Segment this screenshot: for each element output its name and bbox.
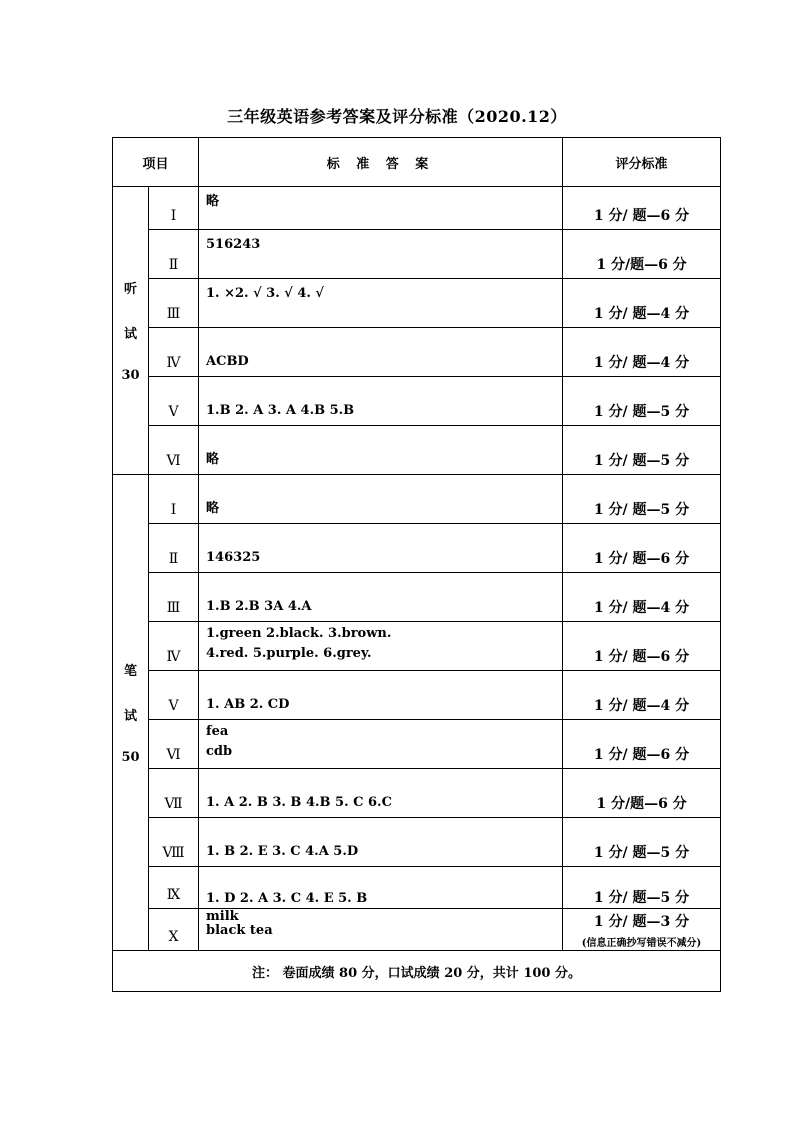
- row-number: Ⅲ: [166, 600, 181, 616]
- answer-text: 516243: [206, 237, 261, 252]
- section-points: 30: [121, 368, 140, 383]
- table-header-row: [113, 138, 721, 187]
- section-char: 试: [123, 327, 137, 342]
- footnote: [113, 951, 721, 992]
- answer-text: milk: [206, 909, 239, 924]
- section-points: 50: [121, 750, 140, 765]
- table-row: [113, 328, 721, 377]
- score-text: 1 分/题—6 分: [596, 796, 687, 812]
- table-row: [113, 867, 721, 909]
- score-text: 1 分/ 题—6 分: [593, 649, 690, 665]
- score-text: 1 分/ 题—6 分: [593, 747, 690, 763]
- row-number: Ⅱ: [168, 257, 179, 273]
- note-row: [113, 951, 721, 992]
- row-number: Ⅳ: [166, 355, 181, 371]
- score-note: (信息正确抄写错误不减分): [581, 938, 702, 949]
- table-row: [113, 187, 721, 230]
- section-char: 笔: [123, 664, 137, 679]
- row-number: Ⅴ: [168, 404, 179, 420]
- answer-table: [112, 137, 721, 992]
- table-row: [113, 671, 721, 720]
- row-number: Ⅶ: [164, 796, 183, 812]
- table-row: [113, 475, 721, 524]
- score-text: 1 分/ 题—3 分: [593, 914, 690, 930]
- answer-text: cdb: [206, 744, 233, 759]
- table-row: [113, 426, 721, 475]
- row-number: Ⅵ: [166, 747, 181, 763]
- answer-text: 146325: [206, 550, 261, 565]
- section-written: [113, 475, 149, 951]
- table-row: [113, 230, 721, 279]
- header-answer: 标 准 答 案: [199, 138, 563, 187]
- section-char: 试: [123, 709, 137, 724]
- table-row: [113, 573, 721, 622]
- answer-text: 4.red. 5.purple. 6.grey.: [206, 646, 372, 661]
- row-number: Ⅷ: [162, 845, 185, 861]
- answer-text: 略: [206, 194, 220, 209]
- score-text: 1 分/题—6 分: [596, 257, 687, 273]
- section-char: 听: [123, 282, 137, 297]
- row-number: Ⅵ: [166, 453, 181, 469]
- header-score: 评分标准: [563, 138, 721, 187]
- row-number: Ⅴ: [168, 698, 179, 714]
- row-number: Ⅰ: [170, 502, 177, 518]
- table-row: [113, 769, 721, 818]
- answer-text: 1. ×2. √ 3. √ 4. √: [206, 286, 324, 301]
- score-text: 1 分/ 题—4 分: [593, 698, 690, 714]
- table-row: [113, 720, 721, 769]
- score-text: 1 分/ 题—4 分: [593, 306, 690, 322]
- row-number: Ⅲ: [166, 306, 181, 322]
- answer-text: fea: [206, 724, 229, 739]
- answer-text: 1.green 2.black. 3.brown.: [206, 626, 392, 641]
- row-number: Ⅰ: [170, 208, 177, 224]
- answer-text: black tea: [206, 923, 273, 938]
- score-text: 1 分/ 题—4 分: [593, 600, 690, 616]
- header-item: 项目: [113, 138, 199, 187]
- row-number: X: [168, 929, 179, 945]
- score-text: 1 分/ 题—6 分: [593, 208, 690, 224]
- table-row: [113, 818, 721, 867]
- answer-text: 1. AB 2. CD: [206, 697, 290, 712]
- score-text: 1 分/ 题—5 分: [593, 453, 690, 469]
- score-text: 1 分/ 题—4 分: [593, 355, 690, 371]
- table-row: [113, 279, 721, 328]
- table-row: [113, 524, 721, 573]
- row-number: Ⅸ: [166, 887, 181, 903]
- answer-text: 1. A 2. B 3. B 4.B 5. C 6.C: [206, 795, 392, 810]
- answer-text: 1. D 2. A 3. C 4. E 5. B: [206, 891, 368, 906]
- answer-text: 略: [206, 452, 220, 467]
- table-row: [113, 377, 721, 426]
- footnote-text: 注： 卷面成绩 80 分，口试成绩 20 分，共计 100 分。: [252, 965, 581, 981]
- table-row: [113, 622, 721, 671]
- score-text: 1 分/ 题—5 分: [593, 404, 690, 420]
- answer-text: 略: [206, 501, 220, 516]
- row-number: Ⅱ: [168, 551, 179, 567]
- answer-text: 1.B 2. A 3. A 4.B 5.B: [206, 403, 355, 418]
- score-text: 1 分/ 题—5 分: [593, 845, 690, 861]
- section-listening: [113, 187, 149, 475]
- score-text: 1 分/ 题—5 分: [593, 890, 690, 906]
- page-title: 三年级英语参考答案及评分标准（2020.12）: [227, 107, 567, 126]
- score-text: 1 分/ 题—6 分: [593, 551, 690, 567]
- table-row: [113, 909, 721, 951]
- answer-text: 1.B 2.B 3A 4.A: [206, 599, 312, 614]
- answer-text: 1. B 2. E 3. C 4.A 5.D: [206, 844, 359, 859]
- score-text: 1 分/ 题—5 分: [593, 502, 690, 518]
- answer-text: ACBD: [206, 354, 249, 369]
- row-number: Ⅳ: [166, 649, 181, 665]
